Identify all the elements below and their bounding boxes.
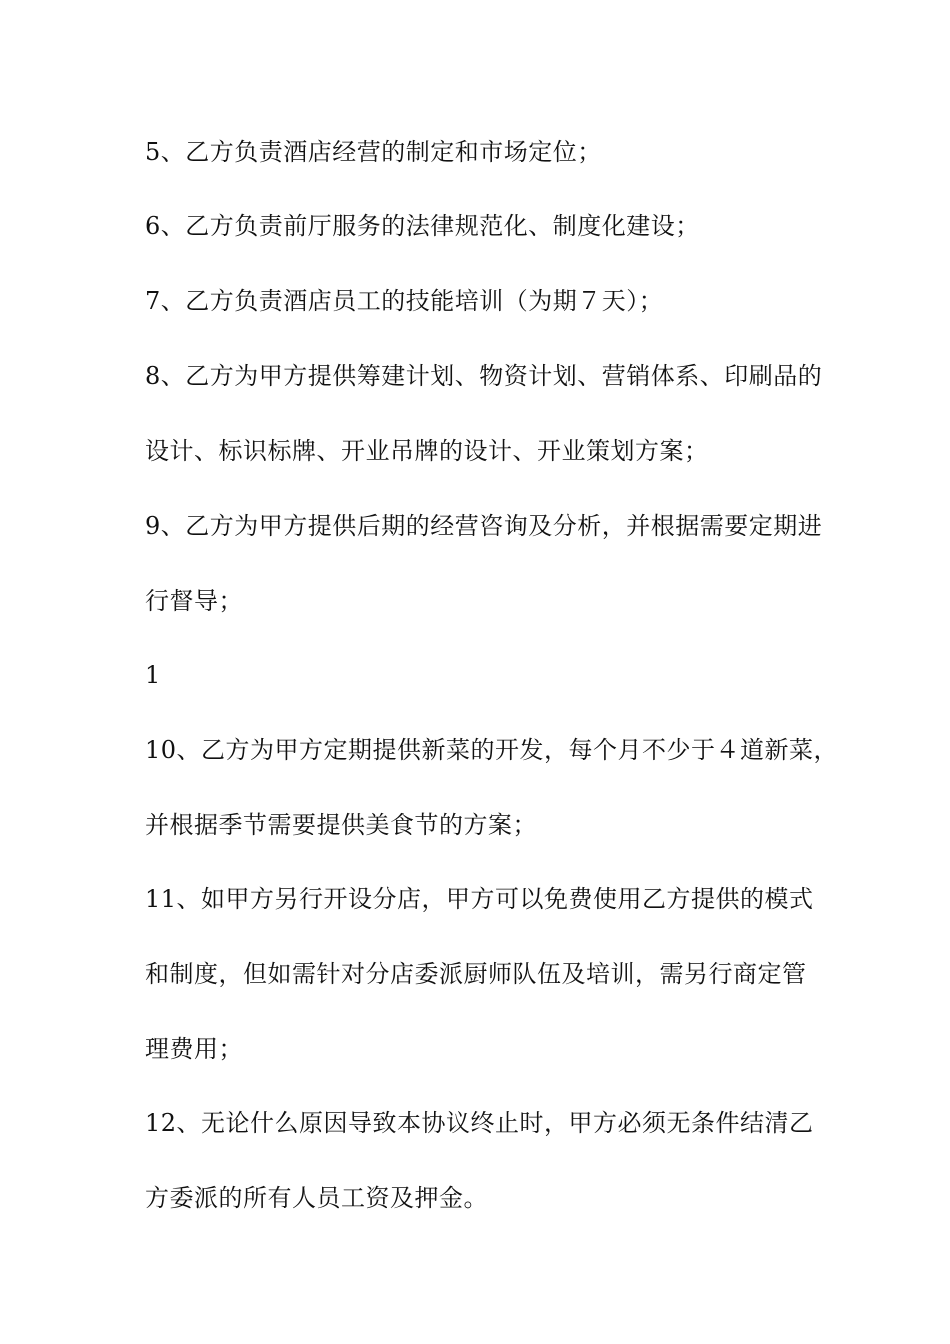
clause-9-line-1: 9、乙方为甲方提供后期的经营咨询及分析，并根据需要定期进 <box>145 512 823 540</box>
clause-6-line: 6、乙方负责前厅服务的法律规范化、制度化建设； <box>145 212 700 240</box>
clause-9-line-2: 行督导； <box>145 587 243 615</box>
clause-10-line-1: 10、乙方为甲方定期提供新菜的开发，每个月不少于４道新菜， <box>145 736 839 764</box>
clause-5-line: 5、乙方负责酒店经营的制定和市场定位； <box>145 138 602 166</box>
clause-11-line-3: 理费用； <box>145 1035 243 1063</box>
clause-11-line-1: 11、如甲方另行开设分店，甲方可以免费使用乙方提供的模式 <box>145 885 814 913</box>
clause-11-line-2: 和制度，但如需针对分店委派厨师队伍及培训，需另行商定管 <box>145 960 807 988</box>
clause-8-line-1: 8、乙方为甲方提供筹建计划、物资计划、营销体系、印刷品的 <box>145 362 823 390</box>
page-number: 1 <box>145 661 161 689</box>
clause-12-line-1: 12、无论什么原因导致本协议终止时，甲方必须无条件结清乙 <box>145 1109 814 1137</box>
clause-8-line-2: 设计、标识标牌、开业吊牌的设计、开业策划方案； <box>145 437 709 465</box>
clause-12-line-2: 方委派的所有人员工资及押金。 <box>145 1184 488 1212</box>
clause-7-line: 7、乙方负责酒店员工的技能培训（为期７天）； <box>145 287 664 315</box>
clause-10-line-2: 并根据季节需要提供美食节的方案； <box>145 811 537 839</box>
